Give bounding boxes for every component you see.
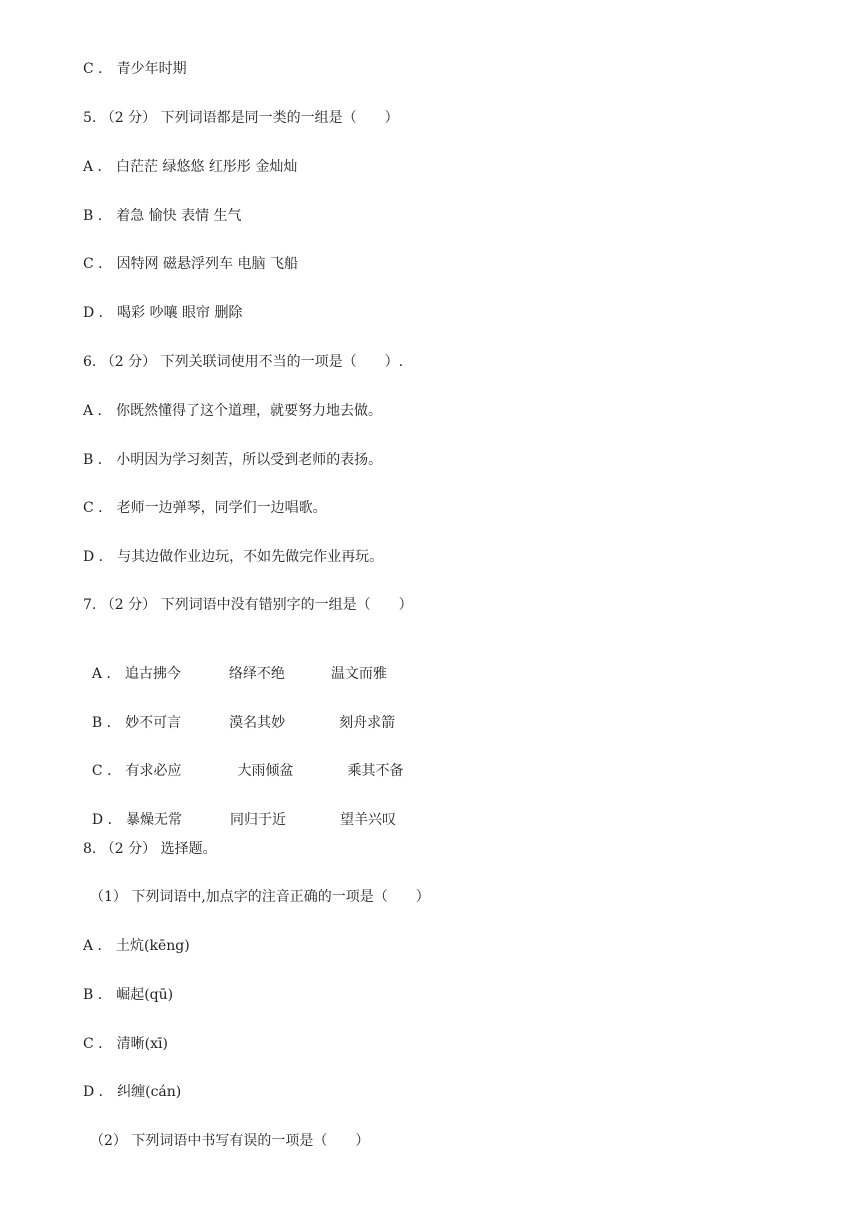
question-7-stem: 7. （2 分） 下列词语中没有错别字的一组是（ ） bbox=[83, 597, 413, 613]
word-2: 大雨倾盆 bbox=[237, 763, 294, 779]
question-7-option-d bbox=[83, 790, 397, 828]
word-3: 刻舟求箭 bbox=[339, 715, 396, 731]
question-6-option-c: C ． 老师一边弹琴，同学们一边唱歌。 bbox=[83, 500, 327, 516]
option-label: C ． bbox=[91, 763, 126, 779]
question-8-part-1-option-a: A ． 土炕(kēng) bbox=[83, 938, 190, 954]
question-7-option-b bbox=[83, 693, 396, 731]
question-5-option-a: A ． 白茫茫 绿悠悠 红彤彤 金灿灿 bbox=[83, 159, 298, 175]
option-label: A ． bbox=[91, 666, 125, 682]
word-1: 妙不可言 bbox=[125, 715, 182, 731]
word-2: 漠名其妙 bbox=[229, 715, 286, 731]
word-1: 有求必应 bbox=[125, 763, 182, 779]
option-label: D ． bbox=[91, 812, 127, 828]
question-8-part-1-option-d: D ． 纠缠(cán) bbox=[83, 1084, 182, 1100]
question-8-part-1-stem: （1） 下列词语中,加点字的注音正确的一项是（ ） bbox=[90, 889, 430, 905]
word-3: 乘其不备 bbox=[347, 763, 404, 779]
question-6-option-b: B ． 小明因为学习刻苦，所以受到老师的表扬。 bbox=[83, 452, 383, 468]
question-8-part-1-option-c: C ． 清晰(xī) bbox=[83, 1036, 168, 1052]
option-label: B ． bbox=[91, 715, 126, 731]
question-5-option-c: C ． 因特网 磁悬浮列车 电脑 飞船 bbox=[83, 256, 298, 272]
question-6-stem: 6. （2 分） 下列关联词使用不当的一项是（ ）. bbox=[83, 354, 404, 370]
question-5-option-d: D ． 喝彩 吵嚷 眼帘 删除 bbox=[83, 305, 243, 321]
word-1: 暴燥无常 bbox=[126, 812, 183, 828]
word-3: 温文而雅 bbox=[330, 666, 387, 682]
question-8-part-2-stem: （2） 下列词语中书写有误的一项是（ ） bbox=[90, 1133, 370, 1149]
word-3: 望羊兴叹 bbox=[340, 812, 397, 828]
question-7-option-c bbox=[83, 741, 404, 779]
question-7-option-a bbox=[83, 644, 387, 682]
question-8-part-1-option-b: B ． 崛起(qū) bbox=[83, 987, 174, 1003]
question-5-stem: 5. （2 分） 下列词语都是同一类的一组是（ ） bbox=[83, 110, 399, 126]
word-1: 追古拂今 bbox=[124, 666, 181, 682]
question-6-option-d: D ． 与其边做作业边玩，不如先做完作业再玩。 bbox=[83, 549, 384, 565]
question-8-stem: 8. （2 分） 选择题。 bbox=[83, 841, 217, 857]
word-2: 同归于近 bbox=[230, 812, 287, 828]
question-4-option-c: C ． 青少年时期 bbox=[83, 61, 187, 77]
question-5-option-b: B ． 着急 愉快 表情 生气 bbox=[83, 208, 242, 224]
question-6-option-a: A ． 你既然懂得了这个道理，就要努力地去做。 bbox=[83, 403, 383, 419]
word-2: 络绎不绝 bbox=[228, 666, 285, 682]
